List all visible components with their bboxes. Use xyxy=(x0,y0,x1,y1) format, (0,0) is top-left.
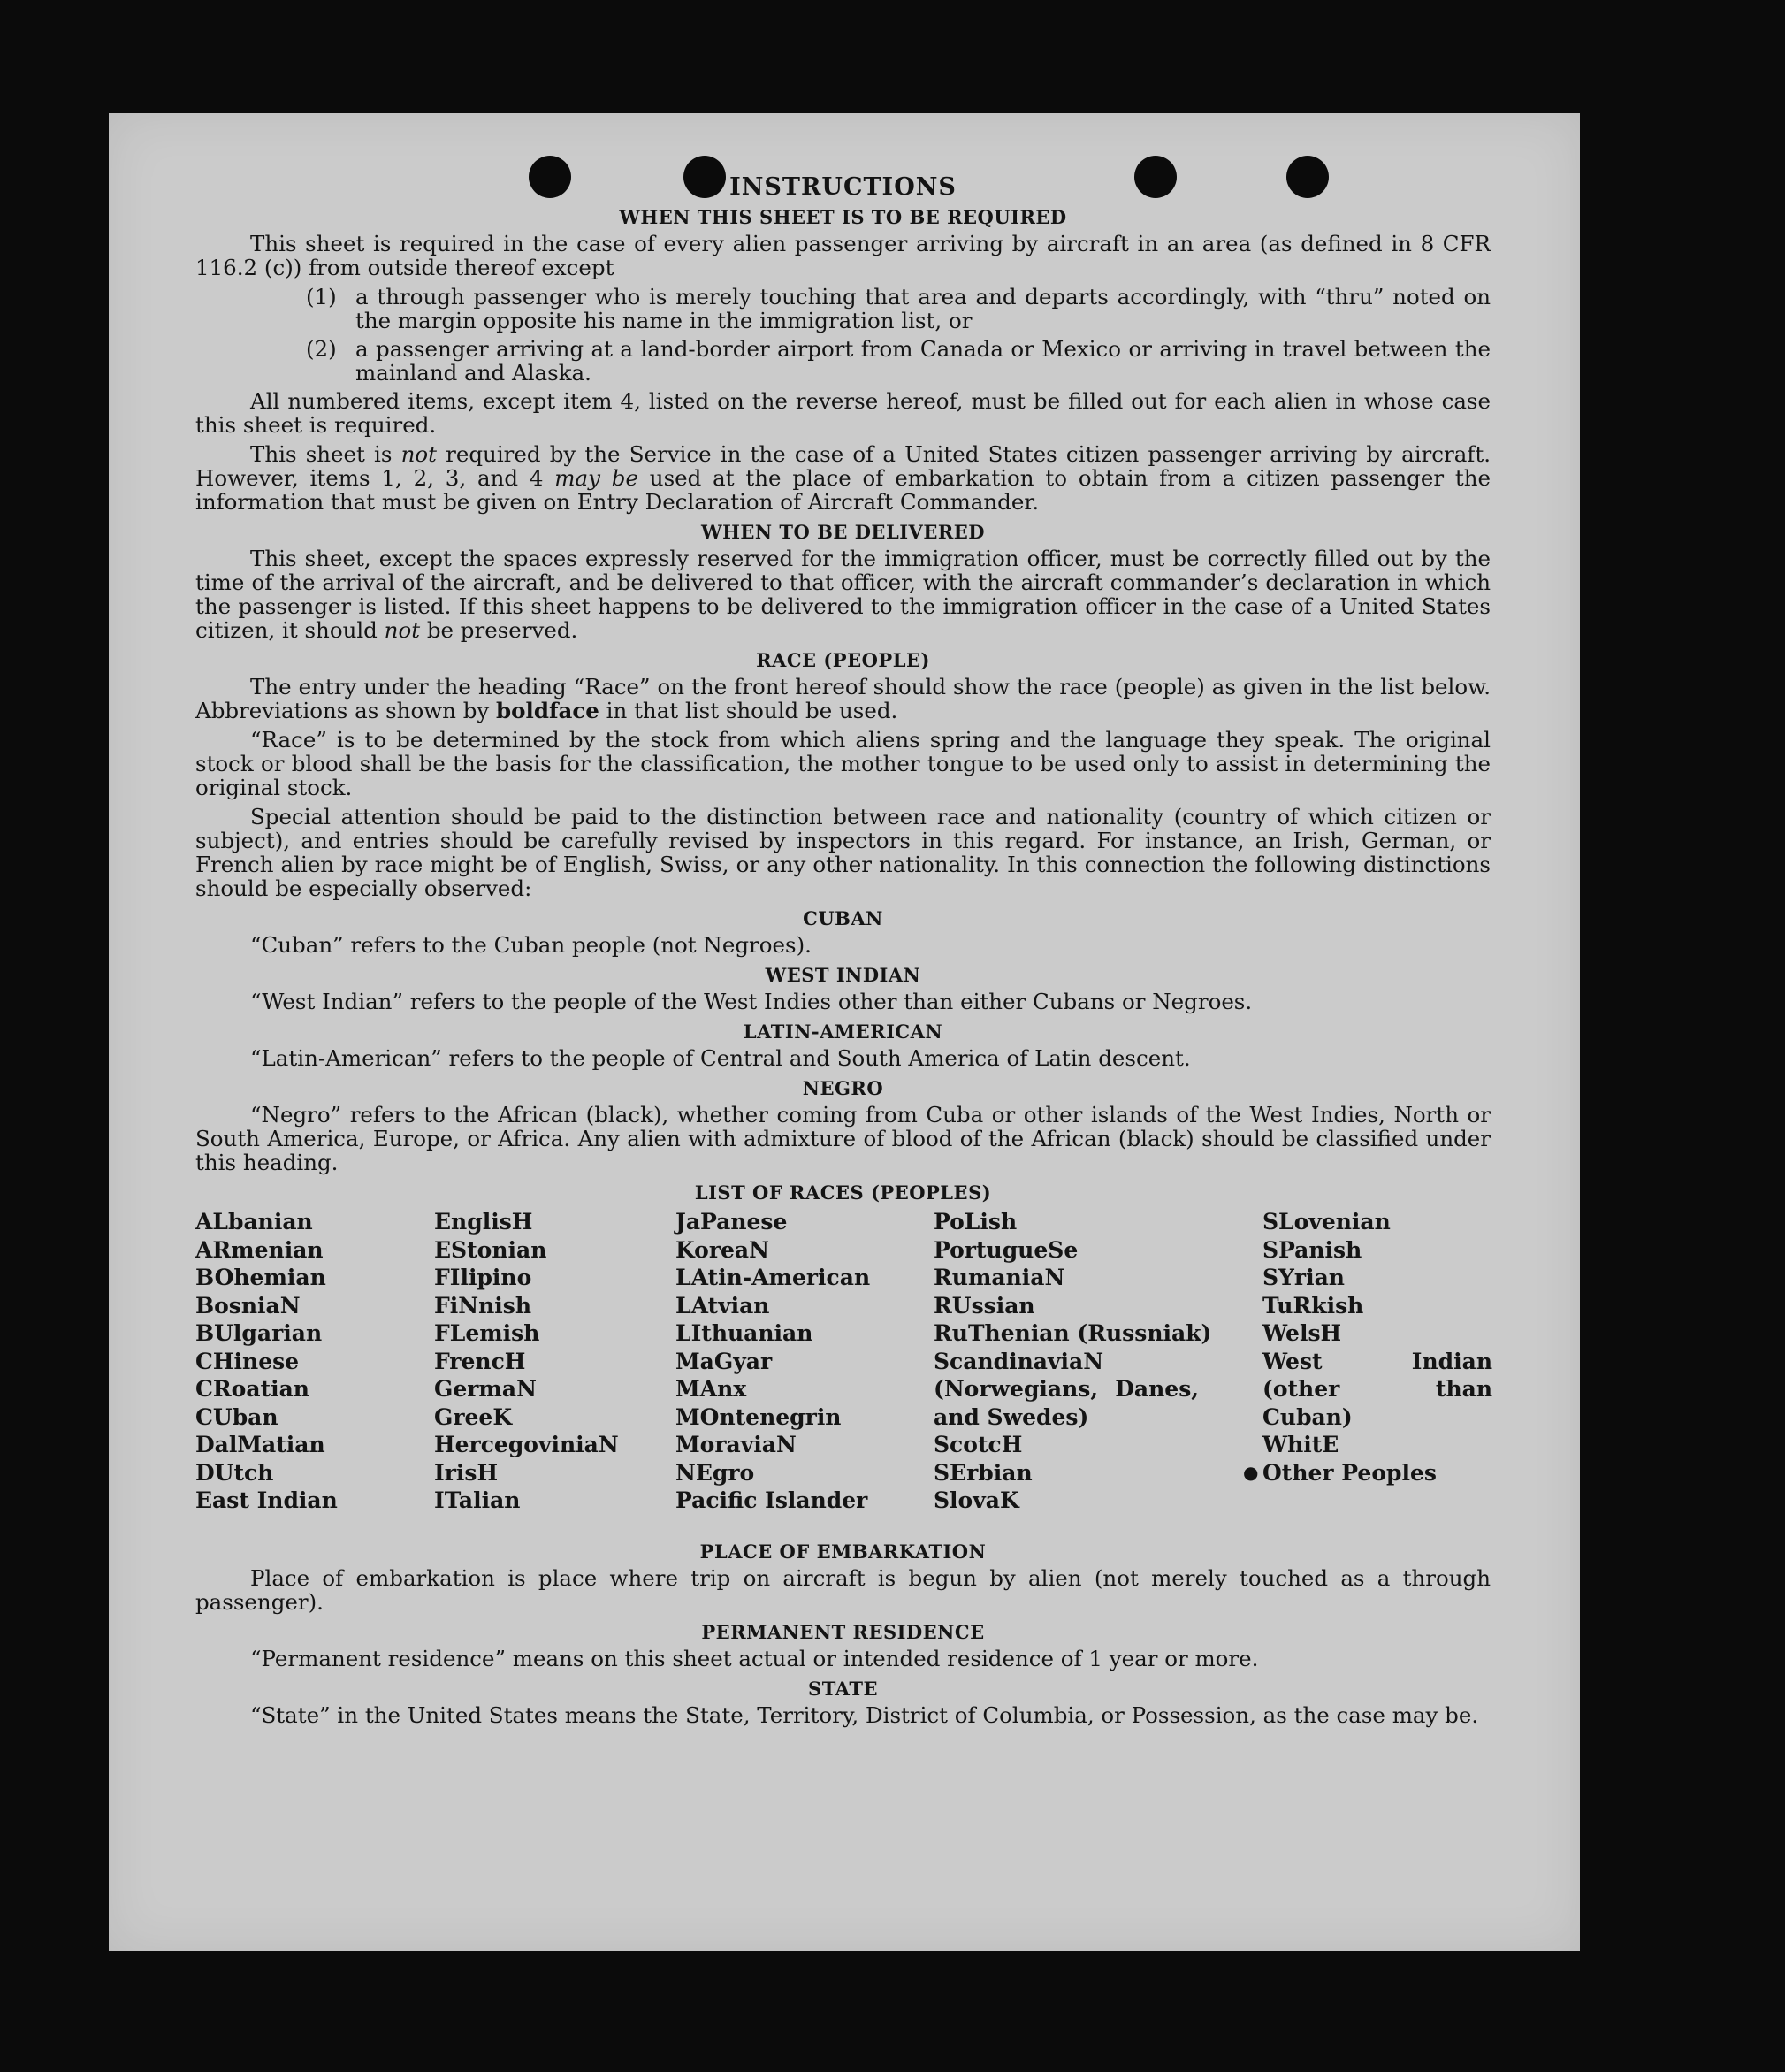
paragraph-west-indian: “West Indian” refers to the people of the West Indies other than either Cubans or Negroes. xyxy=(250,989,1253,1014)
section-heading-list-of-races: LIST OF RACES (PEOPLES) xyxy=(694,1181,992,1204)
list-item: WhitE xyxy=(1262,1432,1339,1457)
list-item: DUtch xyxy=(195,1459,274,1486)
paragraph-embarkation: Place of embarkation is place where trip on aircraft is begun by alien (not merely touched as a through passenger). xyxy=(195,1565,1491,1615)
item-number: (2) xyxy=(306,336,337,362)
list-item: CHinese xyxy=(195,1348,300,1374)
list-item: SPanish xyxy=(1262,1236,1362,1263)
paragraph-race-entry xyxy=(195,675,1491,723)
list-item: JaPanese xyxy=(675,1209,788,1235)
list-item: CRoatian xyxy=(195,1376,309,1402)
list-item: FLemish xyxy=(434,1320,540,1346)
section-heading-negro: NEGRO xyxy=(802,1077,884,1099)
list-item: RuThenian (Russniak) xyxy=(934,1320,1212,1346)
paragraph-residence: “Permanent residence” means on this sheet actual or intended residence of 1 year or more. xyxy=(250,1646,1259,1671)
item-text: a passenger arriving at a land-border airport from Canada or Mexico or arriving in travel between the mainland and Alaska. xyxy=(355,336,1491,386)
list-item xyxy=(195,285,1491,333)
list-item: SYrian xyxy=(1262,1265,1345,1290)
section-heading-residence: PERMANENT RESIDENCE xyxy=(701,1621,985,1643)
list-item: IrisH xyxy=(434,1459,499,1486)
section-heading-latin-american: LATIN-AMERICAN xyxy=(743,1021,943,1043)
italic-not: not xyxy=(384,617,421,643)
paragraph-numbered-items: All numbered items, except item 4, listed on the reverse hereof, must be filled out for each alien in whose case this sheet is required. xyxy=(195,388,1491,438)
list-item: GermaN xyxy=(434,1376,537,1402)
text-run: used at the place of embarkation to obtain from a citizen passenger the information that must be given on Entry Declaration of Aircraft Commander. xyxy=(195,465,1491,515)
paragraph-delivered xyxy=(195,547,1491,642)
list-item: LAtvian xyxy=(675,1292,770,1319)
italic-may-be: may be xyxy=(554,465,638,491)
text-run: This sheet, except the spaces expressly reserved for the immigration officer, must be correctly filled out by the time of the arrival of the aircraft, and be delivered to that officer, with the aircraft commander’s declaration in which the passenger is listed. If this sheet happens to be delivered to the immigration officer in the case of a United States citizen, it should xyxy=(195,546,1491,643)
races-column-5 xyxy=(1262,1208,1492,1487)
list-item: RumaniaN xyxy=(934,1265,1065,1290)
paragraph-negro: “Negro” refers to the African (black), whether coming from Cuba or other islands of the West Indies, North or South America, Europe, or Africa. Any alien with admixture of blood of the African (black) should be classified under this heading. xyxy=(195,1102,1491,1175)
list-item: BosniaN xyxy=(195,1292,301,1319)
list-item: MAnx xyxy=(675,1376,747,1402)
text-run: in that list should be used. xyxy=(599,698,898,723)
list-item: TuRkish xyxy=(1262,1292,1364,1319)
races-column-3 xyxy=(675,1208,870,1515)
section-heading-cuban: CUBAN xyxy=(803,907,883,929)
paragraph-latin-american: “Latin-American” refers to the people of Central and South America of Latin descent. xyxy=(250,1045,1191,1071)
list-item: SlovaK xyxy=(934,1487,1019,1513)
list-item: WelsH xyxy=(1262,1320,1342,1346)
list-item: EStonian xyxy=(434,1236,547,1263)
list-item: ARmenian xyxy=(195,1236,324,1263)
races-column-1 xyxy=(195,1208,338,1515)
section-heading-delivered: WHEN TO BE DELIVERED xyxy=(700,521,985,543)
list-item: Pacific Islander xyxy=(675,1487,868,1513)
list-item: LIthuanian xyxy=(675,1320,813,1346)
list-item: CUban xyxy=(195,1403,278,1430)
list-item: ScotcH xyxy=(934,1432,1023,1457)
races-list xyxy=(195,1208,1491,1533)
paragraph-race-stock: “Race” is to be determined by the stock from which aliens spring and the language they speak. The original stock or blood shall be the basis for the classification, the mother tongue to be used only to assist in determining the original stock. xyxy=(195,727,1491,800)
item-number: (1) xyxy=(306,284,337,310)
list-item: FIlipino xyxy=(434,1265,532,1290)
instructions-content xyxy=(195,175,1491,1732)
text-run: This sheet is xyxy=(250,441,401,467)
list-item: ScandinaviaN (Norwegians, Danes, and Swedes) xyxy=(934,1348,1199,1430)
bold-boldface: boldface xyxy=(496,698,599,723)
list-item xyxy=(195,337,1491,385)
paragraph-cuban: “Cuban” refers to the Cuban people (not Negroes). xyxy=(250,932,812,958)
item-text: a through passenger who is merely touching that area and departs accordingly, with “thru” noted on the margin opposite his name in the immigration list, or xyxy=(355,284,1491,333)
list-item: PortugueSe xyxy=(934,1236,1079,1263)
document-sheet xyxy=(109,113,1580,1951)
list-item: PoLish xyxy=(934,1209,1018,1235)
list-item: LAtin-American xyxy=(675,1265,871,1290)
list-item: SLovenian xyxy=(1262,1209,1391,1235)
list-item: MOntenegrin xyxy=(675,1403,842,1430)
text-run: be preserved. xyxy=(420,617,578,643)
list-item: BUlgarian xyxy=(195,1320,323,1346)
page-title: INSTRUCTIONS xyxy=(729,173,957,201)
paragraph-citizen xyxy=(195,442,1491,514)
list-item: NEgro xyxy=(675,1459,755,1486)
text-run: The entry under the heading “Race” on the front hereof should show the race (people) as given in the list below. Abbreviations as shown by xyxy=(195,674,1491,723)
list-item: HercegoviniaN xyxy=(434,1432,619,1457)
list-item: EnglisH xyxy=(434,1209,533,1235)
section-heading-race: RACE (PEOPLE) xyxy=(756,649,930,671)
list-item: SErbian xyxy=(934,1459,1033,1486)
list-item: ITalian xyxy=(434,1487,521,1513)
section-heading-west-indian: WEST INDIAN xyxy=(765,964,921,986)
italic-not: not xyxy=(400,441,437,467)
list-item: MoraviaN xyxy=(675,1432,797,1457)
list-item: MaGyar xyxy=(675,1348,773,1374)
text-run: required by the Service in the case of a United States citizen passenger arriving by aircraft. However, items 1, 2, 3, and 4 xyxy=(195,441,1491,491)
list-item: DalMatian xyxy=(195,1432,325,1457)
list-item: BOhemian xyxy=(195,1265,326,1290)
list-item: West Indian (other than Cuban) xyxy=(1262,1348,1492,1430)
section-heading-required: WHEN THIS SHEET IS TO BE REQUIRED xyxy=(619,206,1067,228)
list-item: ● Other Peoples xyxy=(1262,1459,1492,1487)
section-heading-state: STATE xyxy=(808,1678,878,1700)
list-item: GreeK xyxy=(434,1403,513,1430)
paragraph-intro: This sheet is required in the case of every alien passenger arriving by aircraft in an area (as defined in 8 CFR 116.2 (c)) from outside thereof except xyxy=(195,231,1491,280)
list-item: KoreaN xyxy=(675,1236,769,1263)
list-item: FiNnish xyxy=(434,1292,532,1319)
races-column-4 xyxy=(934,1208,1212,1515)
list-item: ALbanian xyxy=(195,1209,313,1235)
races-column-2 xyxy=(434,1208,619,1515)
section-heading-embarkation: PLACE OF EMBARKATION xyxy=(699,1541,987,1563)
paragraph-race-nationality: Special attention should be paid to the distinction between race and nationality (country of which citizen or subject), and entries should be carefully revised by inspectors in this regard. For instance, an Irish, German, or French alien by race might be of English, Swiss, or any other nationality. In this connection the following distinctions should be especially observed: xyxy=(195,804,1491,901)
paragraph-state: “State” in the United States means the State, Territory, District of Columbia, or Possession, as the case may be. xyxy=(250,1702,1479,1728)
list-item: RUssian xyxy=(934,1292,1035,1319)
list-item: East Indian xyxy=(195,1487,338,1513)
list-item: FrencH xyxy=(434,1348,526,1374)
